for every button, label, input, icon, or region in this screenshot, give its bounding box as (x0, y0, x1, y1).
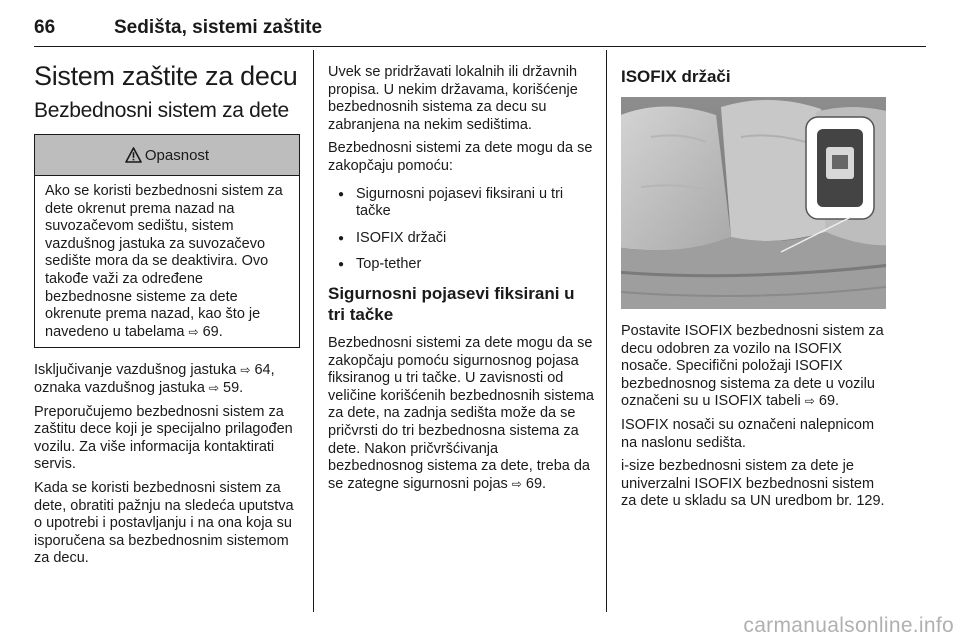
warning-body (35, 176, 299, 347)
subsection-heading: ISOFIX držači (621, 67, 731, 86)
page-number: 66 (34, 17, 56, 38)
paragraph (328, 335, 594, 493)
reference-arrow-icon: ⇨ (188, 324, 199, 339)
chapter-title: Sedišta, sistemi zaštite (114, 17, 323, 38)
reference-arrow-icon: ⇨ (804, 394, 815, 409)
column-left (34, 50, 300, 574)
subsection-heading: Bezbednosni sistem za dete (34, 99, 289, 122)
section-heading: Sistem zaštite za decu (34, 61, 298, 91)
warning-header (35, 135, 299, 176)
danger-warning-box (34, 134, 300, 348)
list-item: ● Sigurnosni pojasevi fiksirani u tri tačke (328, 186, 594, 221)
paragraph: Bezbednosni sistemi za dete mogu da se zakopčaju pomoću: (328, 140, 593, 174)
reference-arrow-icon: ⇨ (208, 380, 219, 395)
page-reference[interactable]: 69. (525, 475, 547, 492)
reference-arrow-icon: ⇨ (240, 363, 251, 378)
paragraph-text: Postavite ISOFIX bezbednosni sistem za decu odobren za vozilo na ISOFIX nosače. Specifični položaji ISOFIX bezbednosnog sistema za dete u vozilu označeni su u ISOFIX tabeli (621, 323, 884, 410)
paragraph: ISOFIX nosači su označeni nalepnicom na naslonu sedišta. (621, 416, 875, 451)
page-reference[interactable]: 64, (254, 362, 275, 379)
paragraph-text: oznaka vazdušnog jastuka (34, 379, 205, 396)
warning-text: Ako se koristi bezbednosni sistem za dete okrenut prema nazad na suvozačevom sedištu, sistem vazdušnog jastuka za suvozačevo sedište mora da se deaktivira. Ovo takođe važi za određene bezbednosne sisteme za dete okrenute prema nazad, kao što je navedeno u tabelama (45, 183, 283, 340)
column-middle (328, 50, 594, 499)
paragraph-text: Bezbednosni sistemi za dete mogu da se zakopčaju pomoću sigurnosnog pojasa fiksiranog u tri tačke. U zavisnosti od veličine korišćenih bezbednosnih sistema za dete, na zadnja sedišta može da se pričvrsti do tri bezbednosna sistema za dete. Nakon pričvršćivanja bezbednosnog sistema za dete, treba da se zategne sigurnosni pojas (328, 334, 594, 492)
paragraph (34, 362, 300, 397)
page-header (34, 6, 926, 47)
page-reference[interactable]: 69. (818, 393, 840, 410)
subsection-heading: Sigurnosni pojasevi fiksirani u tri tačke (328, 283, 575, 324)
page-reference[interactable]: 69. (202, 323, 223, 340)
page-reference[interactable]: 59. (223, 379, 244, 396)
paragraph: Uvek se pridržavati lokalnih ili državnih propisa. U nekim državama, korišćenje bezbednosnih sistema za decu su zabranjena na nekim sedištima. (328, 64, 578, 133)
warning-triangle-icon (125, 147, 142, 163)
watermark: carmanualsonline.info (743, 614, 954, 637)
paragraph: Kada se koristi bezbednosni sistem za dete, obratiti pažnju na sledeća uputstva o upotrebi i postavljanju i na ona koja su isporučena sa bezbednosnim sistemom za decu. (34, 479, 294, 567)
column-divider (313, 50, 314, 612)
list-item: ● Top-tether (328, 256, 594, 274)
warning-title: Opasnost (144, 146, 210, 164)
column-divider (606, 50, 607, 612)
bullet-list (328, 186, 594, 274)
paragraph: Preporučujemo bezbednosni sistem za zaštitu dece koji je specijalno prilagođen vozilu. Za više informacija kontaktirati servis. (34, 403, 293, 473)
list-item: ● ISOFIX držači (328, 230, 594, 248)
column-right (621, 50, 887, 517)
reference-arrow-icon: ⇨ (511, 476, 522, 491)
paragraph: i-size bezbednosni sistem za dete je univerzalni ISOFIX bezbednosni sistem za dete u skladu sa UN uredbom br. 129. (621, 458, 885, 510)
paragraph-text: Isključivanje vazdušnog jastuka (34, 362, 237, 379)
paragraph (621, 323, 887, 411)
isofix-seat-photo (621, 97, 886, 309)
